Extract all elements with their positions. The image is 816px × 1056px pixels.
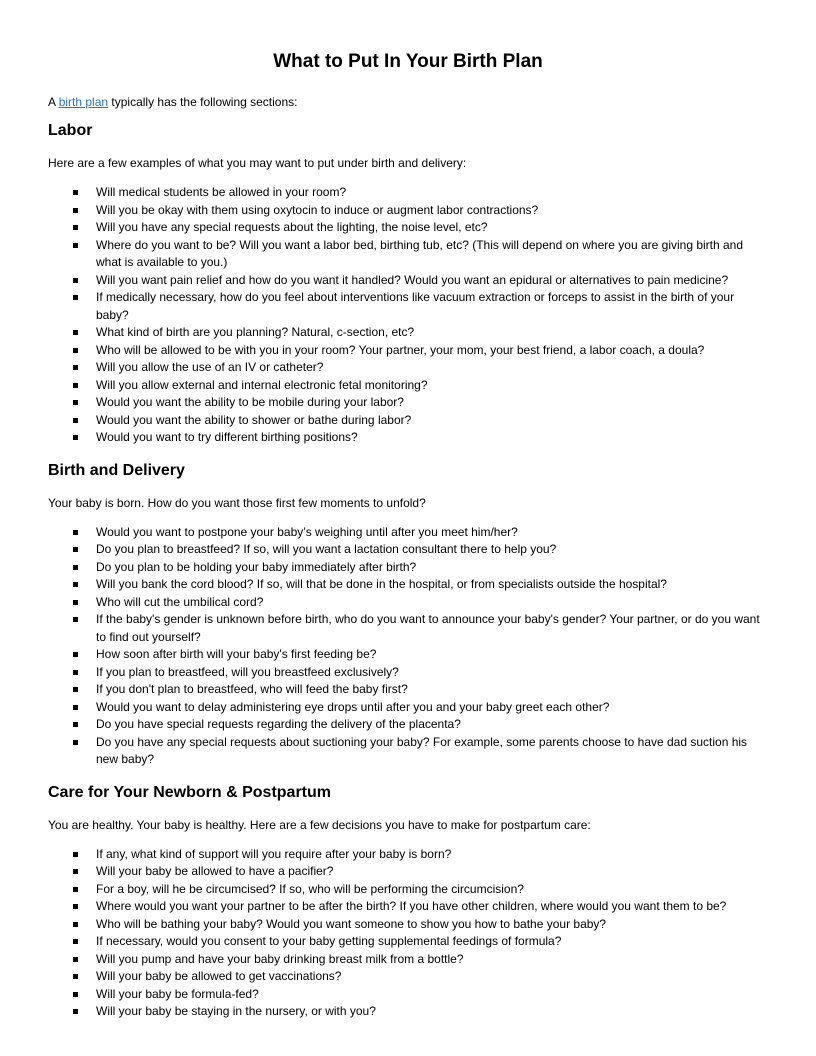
list-item bbox=[48, 524, 768, 542]
list-item-text: Where do you want to be? Will you want a labor bed, birthing tub, etc? (This will depend on where you are giving birth and what is available to you.) bbox=[96, 237, 744, 269]
list-item-text: Will your baby be staying in the nursery, or with you? bbox=[96, 1004, 376, 1018]
list-item-text: Will you have any special requests about the lighting, the noise level, etc? bbox=[96, 220, 488, 234]
list-item bbox=[48, 699, 768, 717]
square-bullet-icon bbox=[73, 365, 78, 370]
list-item-text: Will you bank the cord blood? If so, will that be done in the hospital, or from specialists outside the hospital? bbox=[96, 577, 667, 591]
square-bullet-icon bbox=[73, 208, 78, 213]
list-item bbox=[48, 716, 768, 734]
list-item bbox=[48, 594, 768, 612]
section-intro: You are healthy. Your baby is healthy. Here are a few decisions you have to make for postpartum care: bbox=[48, 817, 591, 832]
square-bullet-icon bbox=[73, 190, 78, 195]
section-heading: Care for Your Newborn & Postpartum bbox=[48, 783, 331, 801]
square-bullet-icon bbox=[73, 957, 78, 962]
square-bullet-icon bbox=[73, 705, 78, 710]
list-item bbox=[48, 933, 768, 951]
square-bullet-icon bbox=[73, 330, 78, 335]
list-item-text: Will medical students be allowed in your room? bbox=[96, 185, 347, 199]
section-heading: Birth and Delivery bbox=[48, 461, 185, 479]
square-bullet-icon bbox=[73, 400, 78, 405]
list-item-text: If the baby's gender is unknown before birth, who do you want to announce your baby's gender? Your partner, or do you want to find out yourself? bbox=[96, 612, 760, 644]
square-bullet-icon bbox=[73, 565, 78, 570]
list-item-text: Do you plan to be holding your baby immediately after birth? bbox=[96, 559, 417, 574]
list-item-text: Will your baby be formula-fed? bbox=[96, 986, 259, 1001]
list-item-text: Do you have any special requests about suctioning your baby? For example, some parents choose to have dad suction his new baby? bbox=[96, 734, 748, 766]
section-3 bbox=[48, 783, 768, 1021]
section-2 bbox=[48, 461, 768, 769]
list-item bbox=[48, 184, 768, 202]
list-item-text: What kind of birth are you planning? Natural, c-section, etc? bbox=[96, 325, 415, 339]
list-item-text: Will your baby be allowed to have a pacifier? bbox=[96, 864, 334, 878]
list-item-text: If you plan to breastfeed, will you breastfeed exclusively? bbox=[96, 664, 399, 679]
list-item bbox=[48, 237, 768, 272]
square-bullet-icon bbox=[73, 582, 78, 587]
list-item-text: For a boy, will he be circumcised? If so, who will be performing the circumcision? bbox=[96, 881, 524, 896]
list-item-text: If any, what kind of support will you require after your baby is born? bbox=[96, 846, 452, 861]
list-item bbox=[48, 342, 768, 360]
square-bullet-icon bbox=[73, 1009, 78, 1014]
list-item bbox=[48, 541, 768, 559]
list-item bbox=[48, 202, 768, 220]
list-item-text: Will you allow the use of an IV or catheter? bbox=[96, 360, 324, 374]
list-item bbox=[48, 394, 768, 412]
list-item bbox=[48, 986, 768, 1004]
list-item bbox=[48, 377, 768, 395]
square-bullet-icon bbox=[73, 348, 78, 353]
birth-plan-link[interactable]: birth plan bbox=[58, 95, 109, 109]
square-bullet-icon bbox=[73, 687, 78, 692]
list-item-text: Do you have special requests regarding the delivery of the placenta? bbox=[96, 717, 461, 731]
bullet-list bbox=[48, 846, 768, 1021]
list-item bbox=[48, 429, 768, 447]
square-bullet-icon bbox=[73, 974, 78, 979]
document-page bbox=[48, 50, 768, 1035]
square-bullet-icon bbox=[73, 225, 78, 230]
list-item bbox=[48, 968, 768, 986]
list-item-text: Would you want the ability to shower or bathe during labor? bbox=[96, 412, 412, 427]
list-item bbox=[48, 646, 768, 664]
list-item-text: Would you want to delay administering eye drops until after you and your baby greet each other? bbox=[96, 699, 610, 714]
square-bullet-icon bbox=[73, 295, 78, 300]
square-bullet-icon bbox=[73, 278, 78, 283]
list-item-text: How soon after birth will your baby's first feeding be? bbox=[96, 647, 377, 661]
list-item bbox=[48, 681, 768, 699]
list-item bbox=[48, 559, 768, 577]
list-item-text: Who will be bathing your baby? Would you want someone to show you how to bathe your baby? bbox=[96, 916, 607, 931]
square-bullet-icon bbox=[73, 887, 78, 892]
list-item-text: If you don't plan to breastfeed, who will feed the baby first? bbox=[96, 682, 408, 696]
list-item bbox=[48, 916, 768, 934]
square-bullet-icon bbox=[73, 600, 78, 605]
square-bullet-icon bbox=[73, 547, 78, 552]
sections-container bbox=[48, 121, 768, 1021]
square-bullet-icon bbox=[73, 617, 78, 622]
intro-prefix: A bbox=[48, 95, 59, 109]
list-item-text: Will you allow external and internal electronic fetal monitoring? bbox=[96, 377, 428, 392]
list-item bbox=[48, 359, 768, 377]
square-bullet-icon bbox=[73, 722, 78, 727]
square-bullet-icon bbox=[73, 922, 78, 927]
list-item-text: Who will be allowed to be with you in your room? Your partner, your mom, your best friend, a labor coach, a doula? bbox=[96, 342, 705, 357]
list-item-text: Would you want to postpone your baby’s weighing until after you meet him/her? bbox=[96, 524, 518, 539]
list-item-text: Would you want the ability to be mobile during your labor? bbox=[96, 395, 404, 409]
section-1 bbox=[48, 121, 768, 447]
square-bullet-icon bbox=[73, 652, 78, 657]
list-item bbox=[48, 412, 768, 430]
square-bullet-icon bbox=[73, 418, 78, 423]
list-item-text: Would you want to try different birthing positions? bbox=[96, 430, 358, 444]
square-bullet-icon bbox=[73, 383, 78, 388]
list-item bbox=[48, 951, 768, 969]
list-item-text: If medically necessary, how do you feel about interventions like vacuum extraction or forceps to assist in the birth of your baby? bbox=[96, 290, 735, 322]
square-bullet-icon bbox=[73, 530, 78, 535]
list-item bbox=[48, 734, 768, 769]
list-item bbox=[48, 664, 768, 682]
list-item bbox=[48, 576, 768, 594]
square-bullet-icon bbox=[73, 740, 78, 745]
list-item-text: Where would you want your partner to be after the birth? If you have other children, where would you want them to be? bbox=[96, 899, 727, 913]
list-item-text: Will your baby be allowed to get vaccinations? bbox=[96, 969, 342, 983]
page-title: What to Put In Your Birth Plan bbox=[273, 51, 543, 72]
list-item-text: If necessary, would you consent to your baby getting supplemental feedings of formula? bbox=[96, 934, 562, 948]
list-item bbox=[48, 324, 768, 342]
square-bullet-icon bbox=[73, 904, 78, 909]
list-item bbox=[48, 219, 768, 237]
list-item bbox=[48, 1003, 768, 1021]
list-item-text: Will you want pain relief and how do you want it handled? Would you want an epidural or alternatives to pain medicine? bbox=[96, 272, 729, 287]
list-item bbox=[48, 272, 768, 290]
list-item-text: Do you plan to breastfeed? If so, will you want a lactation consultant there to help you? bbox=[96, 542, 557, 556]
list-item bbox=[48, 611, 768, 646]
list-item bbox=[48, 863, 768, 881]
square-bullet-icon bbox=[73, 869, 78, 874]
list-item bbox=[48, 881, 768, 899]
square-bullet-icon bbox=[73, 992, 78, 997]
section-intro: Here are a few examples of what you may want to put under birth and delivery: bbox=[48, 156, 467, 170]
list-item-text: Who will cut the umbilical cord? bbox=[96, 594, 264, 609]
bullet-list bbox=[48, 184, 768, 447]
bullet-list bbox=[48, 524, 768, 769]
list-item bbox=[48, 846, 768, 864]
square-bullet-icon bbox=[73, 939, 78, 944]
list-item-text: Will you pump and have your baby drinking breast milk from a bottle? bbox=[96, 951, 464, 966]
intro-suffix: typically has the following sections: bbox=[108, 95, 298, 109]
section-heading: Labor bbox=[48, 122, 93, 139]
square-bullet-icon bbox=[73, 852, 78, 857]
square-bullet-icon bbox=[73, 670, 78, 675]
list-item bbox=[48, 289, 768, 324]
square-bullet-icon bbox=[73, 243, 78, 248]
list-item-text: Will you be okay with them using oxytocin to induce or augment labor contractions? bbox=[96, 202, 539, 217]
intro-paragraph bbox=[48, 94, 768, 111]
list-item bbox=[48, 898, 768, 916]
section-intro: Your baby is born. How do you want those first few moments to unfold? bbox=[48, 495, 426, 510]
square-bullet-icon bbox=[73, 435, 78, 440]
